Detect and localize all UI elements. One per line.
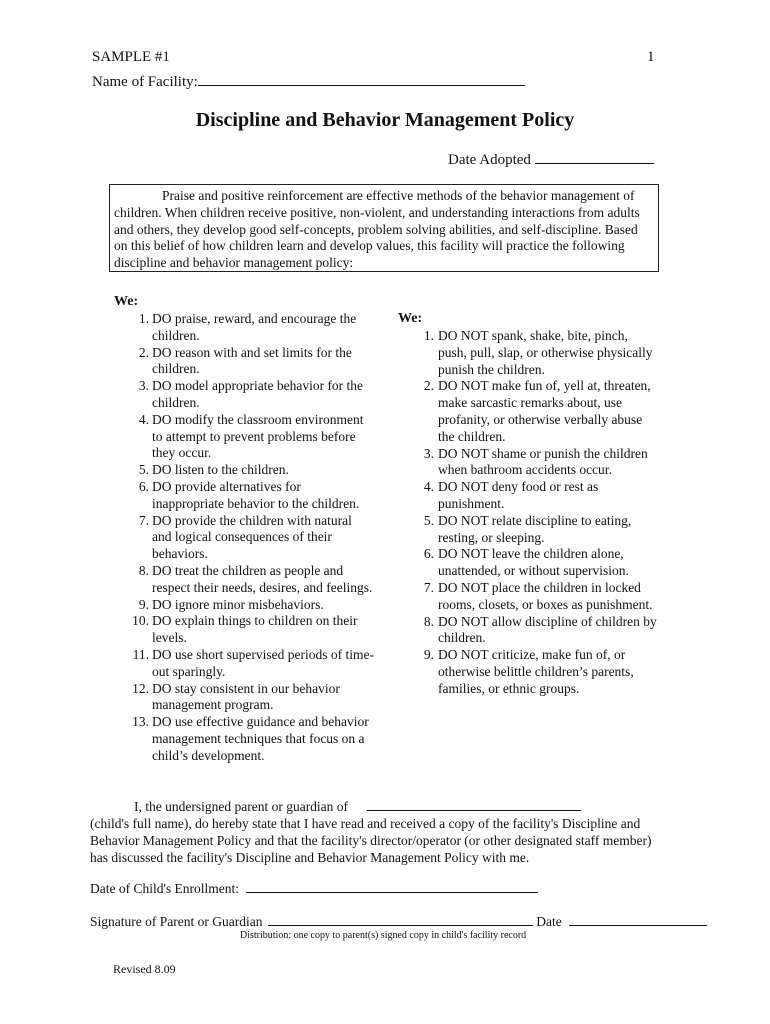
list-item-text: DO stay consistent in our behavior management program. — [152, 680, 340, 713]
list-item-number: 2. — [138, 344, 149, 360]
list-item-number: 10. — [132, 613, 149, 629]
list-item-number: 5. — [138, 462, 149, 478]
signature-row — [90, 913, 707, 930]
list-item — [114, 513, 374, 563]
list-item-number: 7. — [138, 512, 149, 528]
list-item-text: DO NOT criticize, make fun of, or otherwise belittle children’s parents, families, or ethnic groups. — [438, 647, 634, 696]
list-item-text: DO ignore minor misbehaviors. — [152, 596, 324, 612]
list-item-text: DO listen to the children. — [152, 462, 289, 478]
list-item — [114, 613, 374, 647]
list-item — [398, 479, 660, 513]
list-item-number: 6. — [423, 546, 434, 562]
list-item-number: 2. — [423, 378, 434, 394]
signature-date-label: Date — [536, 914, 562, 929]
list-item-text: DO explain things to children on their levels. — [152, 613, 358, 646]
list-item-number: 6. — [138, 478, 149, 494]
child-name-field[interactable] — [367, 798, 581, 811]
list-item — [114, 681, 374, 715]
list-item-text: DO NOT make fun of, yell at, threaten, make sarcastic remarks about, use profanity, or otherwise verbally abuse the children. — [438, 378, 651, 444]
list-item-text: DO reason with and set limits for the children. — [152, 344, 352, 377]
enrollment-row — [90, 880, 538, 897]
list-item — [114, 311, 374, 345]
list-item — [114, 714, 374, 764]
list-item-number: 4. — [138, 411, 149, 427]
donot-items — [398, 328, 668, 698]
list-item — [114, 378, 374, 412]
list-item — [114, 597, 374, 614]
list-item-text: DO NOT relate discipline to eating, resting, or sleeping. — [438, 512, 632, 545]
list-item-text: DO model appropriate behavior for the children. — [152, 378, 364, 410]
list-item-text: DO NOT deny food or rest as punishment. — [438, 479, 599, 511]
revision-label: Revised 8.09 — [113, 962, 176, 976]
facility-row — [92, 71, 525, 91]
date-adopted-label: Date Adopted — [448, 152, 531, 168]
enrollment-label: Date of Child's Enrollment: — [90, 881, 240, 896]
list-item-number: 1. — [138, 311, 149, 326]
list-item-number: 8. — [423, 613, 434, 629]
list-item — [398, 546, 660, 580]
list-item-number: 11. — [132, 646, 149, 662]
acknowledgement — [90, 798, 760, 866]
list-item-number: 3. — [138, 378, 149, 394]
do-list-heading: We: — [114, 294, 139, 309]
list-item — [114, 345, 374, 379]
list-item-text: DO provide the children with natural and logical consequences of their behaviors. — [152, 512, 352, 562]
list-item-number: 8. — [138, 562, 149, 578]
intro-text: Praise and positive reinforcement are effective methods of the behavior management of children. When children receive positive, non-violent, and understanding interactions from adults and others, they develop good self-concepts, problem solving abilities, and self-discipline. Based on this belief of how children learn and develop values, this facility will practice the following discipline and behavior management policy: — [114, 188, 640, 271]
date-adopted-row — [448, 150, 654, 169]
list-item — [398, 378, 660, 445]
do-list — [114, 293, 384, 765]
list-item-number: 9. — [138, 596, 149, 612]
do-items — [114, 311, 384, 765]
signature-label: Signature of Parent or Guardian — [90, 914, 263, 929]
list-item — [114, 412, 374, 462]
facility-name-field[interactable] — [198, 71, 525, 86]
list-item — [398, 513, 660, 547]
ack-line-3: Behavior Management Policy and that the facility's director/operator (or other designated staff member) — [90, 833, 652, 848]
list-item-text: DO NOT spank, shake, bite, pinch, push, pull, slap, or otherwise physically punish the children. — [438, 328, 653, 377]
list-item-text: DO treat the children as people and respect their needs, desires, and feelings. — [152, 562, 373, 595]
list-item-text: DO NOT place the children in locked rooms, closets, or boxes as punishment. — [438, 579, 653, 612]
list-item-number: 12. — [132, 680, 149, 696]
list-item-text: DO use effective guidance and behavior management techniques that focus on a child’s development. — [152, 714, 369, 763]
list-item — [398, 446, 660, 480]
facility-label: Name of Facility: — [92, 74, 198, 90]
date-adopted-field[interactable] — [535, 150, 654, 164]
enrollment-date-field[interactable] — [246, 880, 538, 893]
signature-date-field[interactable] — [569, 913, 707, 926]
list-item-number: 5. — [423, 512, 434, 528]
sample-label: SAMPLE #1 — [92, 49, 170, 65]
list-item-number: 13. — [132, 714, 149, 730]
list-item-text: DO praise, reward, and encourage the children. — [152, 311, 357, 343]
list-item — [114, 479, 374, 513]
list-item-text: DO NOT leave the children alone, unattended, or without supervision. — [438, 546, 629, 579]
list-item-number: 4. — [423, 479, 434, 495]
list-item-number: 9. — [423, 647, 434, 663]
ack-line-1 — [90, 798, 760, 815]
donot-list-heading: We: — [398, 311, 423, 326]
list-item-text: DO use short supervised periods of time-out sparingly. — [152, 646, 374, 679]
list-item-number: 7. — [423, 579, 434, 595]
list-item-text: DO NOT allow discipline of children by children. — [438, 613, 657, 646]
page-title: Discipline and Behavior Management Policy — [195, 109, 575, 131]
intro-box — [109, 184, 659, 272]
list-item — [114, 563, 374, 597]
list-item — [398, 580, 660, 614]
list-item — [398, 328, 660, 378]
list-item — [398, 614, 660, 648]
donot-list — [398, 310, 668, 698]
distribution-note: Distribution: one copy to parent(s) signed copy in child's facility record — [240, 930, 527, 941]
list-item — [398, 647, 660, 697]
list-item-text: DO provide alternatives for inappropriate behavior to the children. — [152, 478, 360, 511]
list-item-number: 3. — [423, 445, 434, 461]
list-item — [114, 647, 374, 681]
list-item-text: DO NOT shame or punish the children when bathroom accidents occur. — [438, 445, 648, 478]
list-item-number: 1. — [423, 328, 434, 343]
list-item — [114, 462, 374, 479]
signature-field[interactable] — [268, 913, 533, 926]
ack-line-4: has discussed the facility's Discipline and Behavior Management Policy with me. — [90, 850, 530, 865]
page-number: 1 — [647, 49, 655, 65]
list-item-text: DO modify the classroom environment to attempt to prevent problems before they occur. — [152, 411, 364, 461]
ack-lead: I, the undersigned parent or guardian of — [134, 799, 349, 814]
ack-line-2: (child's full name), do hereby state that I have read and received a copy of the facility's Discipline and — [90, 816, 641, 831]
